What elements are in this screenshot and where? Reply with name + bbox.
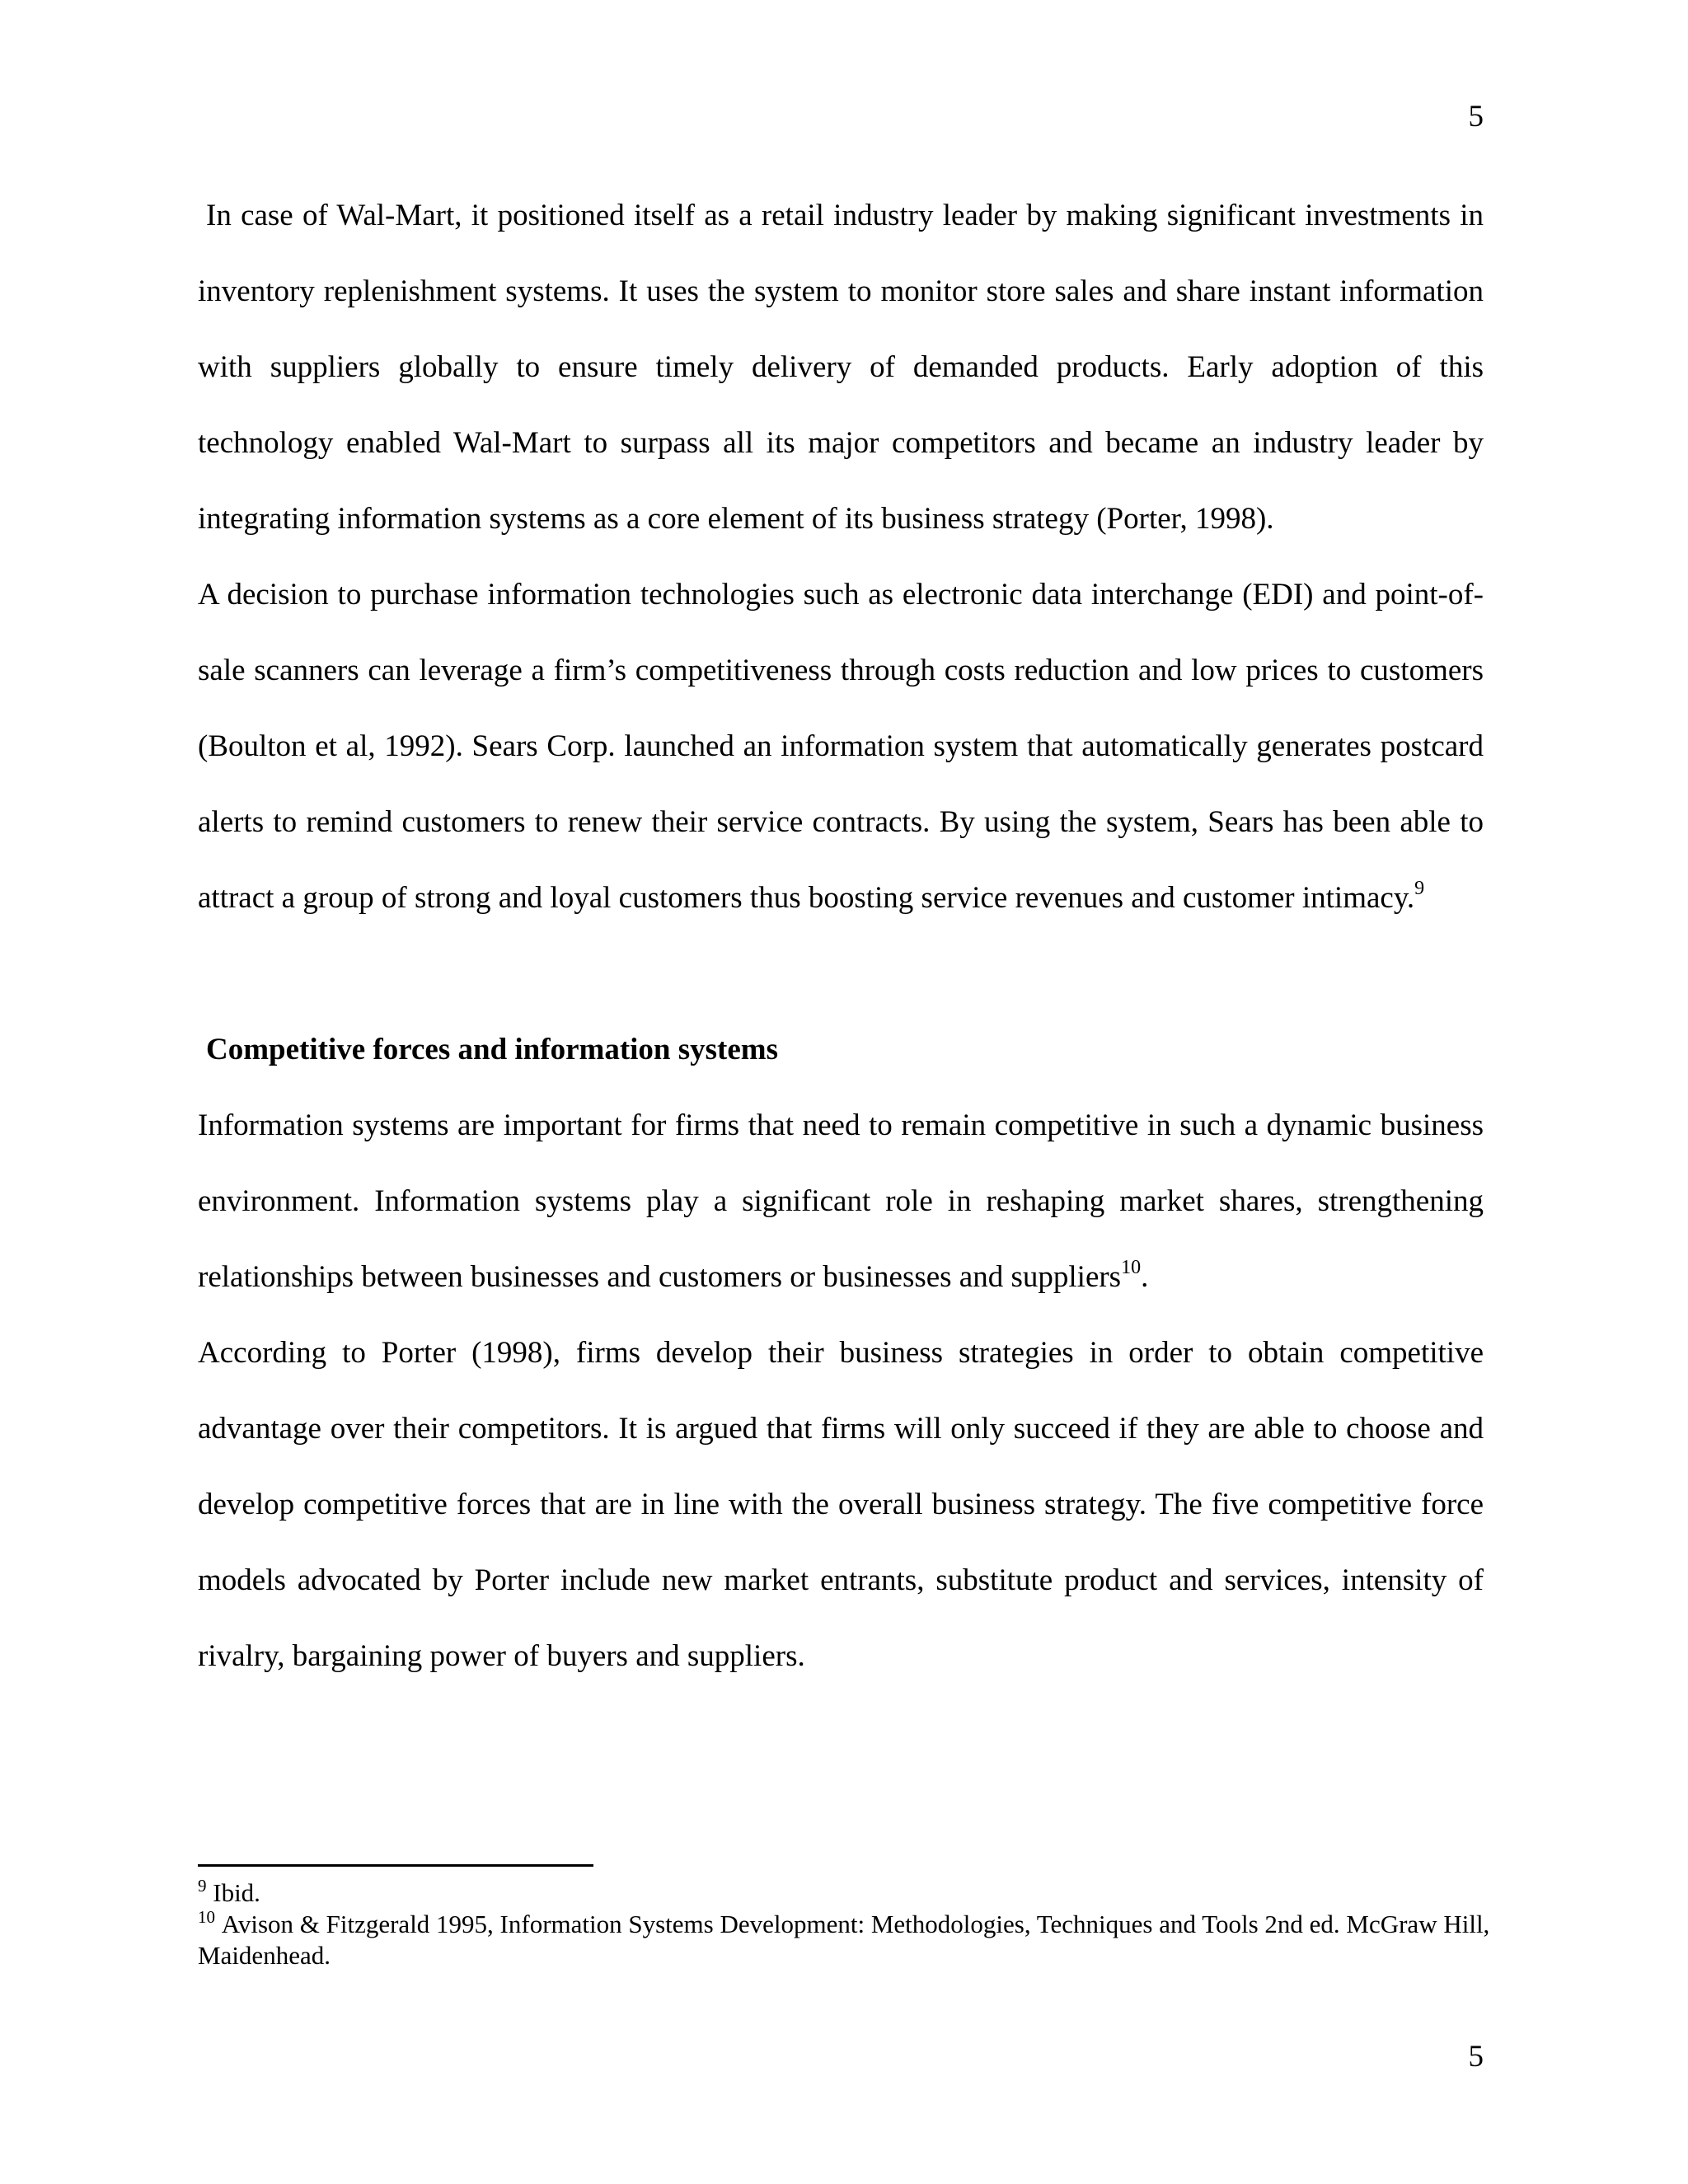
page-number-bottom: 5 xyxy=(1468,2040,1484,2074)
paragraph-information-systems-end: . xyxy=(1141,1260,1149,1294)
footnote-ref-9[interactable]: 9 xyxy=(1414,878,1425,899)
paragraph-edi-sears xyxy=(198,557,1484,936)
footnote-ref-10[interactable]: 10 xyxy=(1121,1257,1142,1278)
footnote-9 xyxy=(198,1877,1500,1909)
footnote-marker-10: 10 xyxy=(198,1907,215,1927)
footnote-marker-9: 9 xyxy=(198,1876,207,1896)
footnotes xyxy=(198,1877,1500,1971)
footnote-10-text: Avison & Fitzgerald 1995, Information Systems Development: Methodologies, Techniques and Tools 2nd ed. McGraw Hill, Maidenhead. xyxy=(198,1910,1490,1970)
footnote-separator xyxy=(198,1864,593,1867)
footnote-9-text: Ibid. xyxy=(213,1878,260,1907)
paragraph-information-systems xyxy=(198,1088,1484,1315)
section-spacer xyxy=(198,936,1484,1012)
section-heading: Competitive forces and information systems xyxy=(206,1033,779,1066)
paragraph-walmart: In case of Wal-Mart, it positioned itself as a retail industry leader by making significant investments in inventory replenishment systems. It uses the system to monitor store sales and share instant information with suppliers globally to ensure timely delivery of demanded products. Early adoption of this technology enabled Wal-Mart to surpass all its major competitors and became an industry leader by integrating information systems as a core element of its business strategy (Porter, 1998). xyxy=(198,199,1484,536)
paragraph-porter: According to Porter (1998), firms develop their business strategies in order to obtain competitive advantage over their competitors. It is argued that firms will only succeed if they are able to choose and develop competitive forces that are in line with the overall business strategy. The five competitive force models advocated by Porter include new market entrants, substitute product and services, intensity of rivalry, bargaining power of buyers and suppliers. xyxy=(198,1336,1484,1673)
paragraph-information-systems-text: Information systems are important for firms that need to remain competitive in such a dynamic business environment. Information systems play a significant role in reshaping market shares, strengthening relationships between businesses and customers or businesses and suppliers xyxy=(198,1108,1484,1294)
page-number-top: 5 xyxy=(1468,100,1484,134)
paragraph-edi-sears-text: A decision to purchase information technologies such as electronic data interchange (EDI) and point-of-sale scanners can leverage a firm’s competitiveness through costs reduction and low prices to customers (Boulton et al, 1992). Sears Corp. launched an information system that automatically generates postcard alerts to remind customers to renew their service contracts. By using the system, Sears has been able to attract a group of strong and loyal customers thus boosting service revenues and customer intimacy. xyxy=(198,578,1484,915)
footnote-10 xyxy=(198,1909,1500,1971)
body-text xyxy=(198,178,1484,1694)
